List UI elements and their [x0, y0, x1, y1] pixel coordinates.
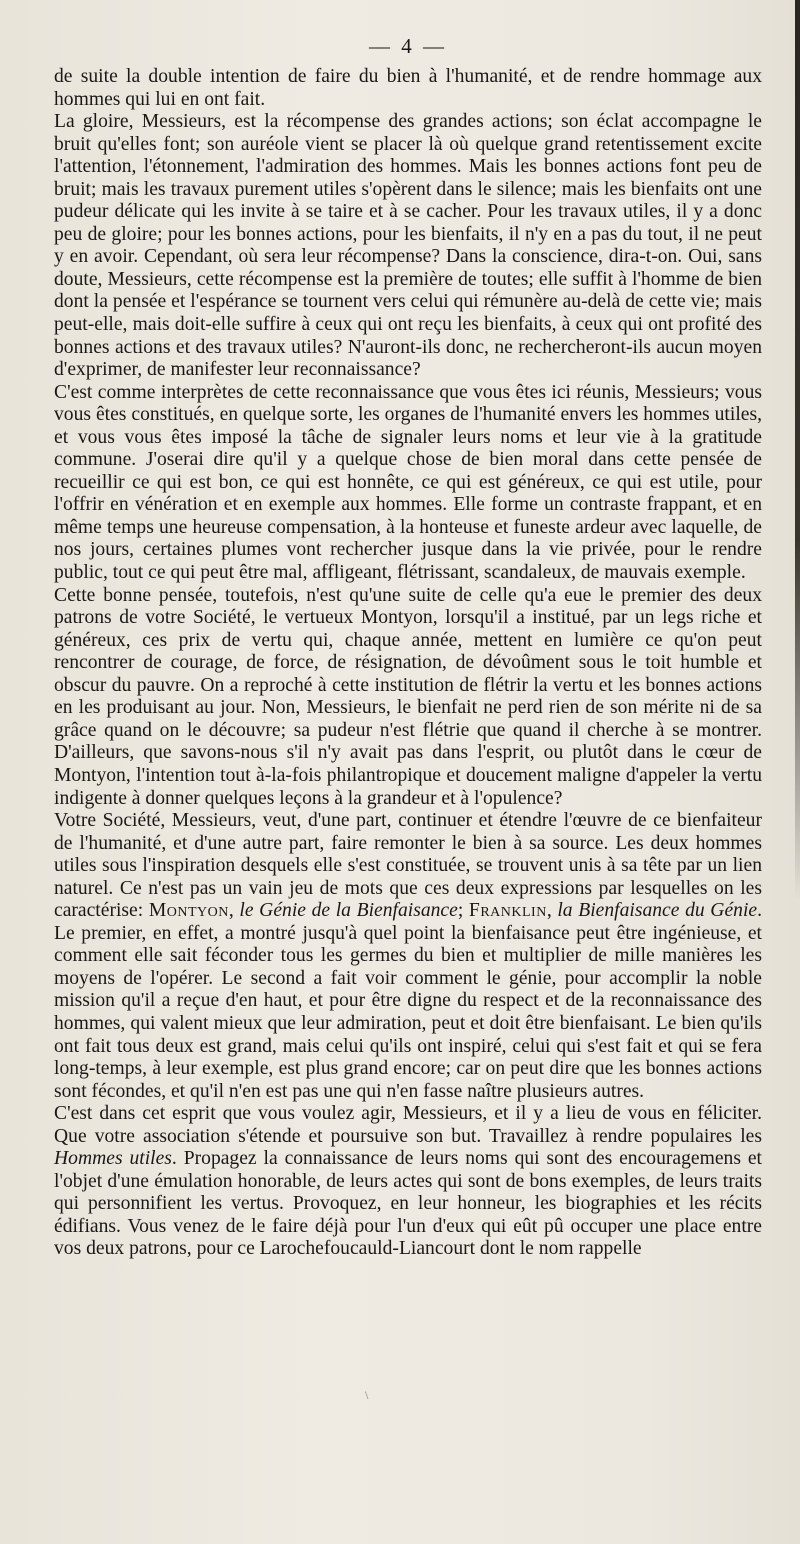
paragraph-6-text-b: . Propagez la connaissance de leurs noms qui sont des encouragemens et l'objet d'une émulation honorable, de leurs actes qui sont de bons exemples, de leurs traits qui personnifient les vertus. Provoquez, en leur honneur, les biographies et les récits édifians. Vous venez de le faire déjà pour l'un d'eux qui eût pû occuper une place entre vos deux patrons, pour ce Larochefoucauld-Liancourt dont le nom rappelle: [54, 1148, 762, 1260]
paragraph-2: [54, 111, 762, 382]
paragraph-1: [54, 66, 762, 111]
paragraph-1-text: de suite la double intention de faire du bien à l'humanité, et de rendre hommage aux hommes qui lui en ont fait.: [54, 66, 762, 110]
paragraph-6-text-a: C'est dans cet esprit que vous voulez agir, Messieurs, et il y a lieu de vous en féliciter. Que votre association s'étende et poursuive son but. Travaillez à rendre populaires les: [54, 1103, 762, 1147]
paragraph-4-text: Cette bonne pensée, toutefois, n'est qu'une suite de celle qu'a eue le premier des deux patrons de votre Société, le vertueux Montyon, lorsqu'il a institué, par un legs riche et généreux, ces prix de vertu qui, chaque année, mettent en lumière ce qu'on peut rencontrer de courage, de force, de résignation, de dévoûment sous le toit humble et obscur du pauvre. On a reproché à cette institution de flétrir la vertu et les bonnes actions en les produisant au jour. Non, Messieurs, le bienfait ne perd rien de son mérite ni de sa grâce quand on le découvre; sa pudeur n'est flétrie que quand il cherche à se montrer. D'ailleurs, que savons-nous s'il n'y avait pas dans l'esprit, ou plutôt dans le cœur de Montyon, l'intention tout à-la-fois philantropique et doucement maligne d'appeler la vertu indigente à donner quelques leçons à la grandeur et à l'opulence?: [54, 584, 762, 809]
page-number: — 4 —: [369, 34, 447, 58]
separator: ;: [457, 900, 469, 922]
paragraph-6: [54, 1103, 762, 1261]
epithet-genie-bienfaisance: le Génie de la Bienfaisance: [239, 900, 458, 922]
paragraph-5-text-b: . Le premier, en effet, a montré jusqu'à quel point la bienfaisance peut être ingénieuse, et comment elle sait féconder tous les germes du bien et multiplier de mille manières les moyens de l'opérer. Le second a fait voir comment le génie, pour accomplir la noble mission qu'il a reçue d'en haut, et pour être digne du respect et de la reconnaissance des hommes, qui valent mieux que leur admiration, peut et doit être bienfaisant. Le bien qu'ils ont fait tous deux est grand, mais celui qu'ils ont inspiré, celui qui s'est fait et qui se fera long-temps, à leur exemple, est plus grand encore; car on peut dire que les bonnes actions sont fécondes, et qu'il n'en est pas une qui n'en fasse naître plusieurs autres.: [54, 900, 763, 1102]
paragraph-4: [54, 585, 762, 810]
paragraph-2-text: La gloire, Messieurs, est la récompense des grandes actions; son éclat accompagne le bruit qu'elles font; son auréole vient se placer là où quelque grand retentissement excite l'attention, l'étonnement, l'admiration des hommes. Mais les bonnes actions font peu de bruit; mais les travaux purement utiles s'opèrent dans le silence; mais les bienfaits ont une pudeur délicate qui les invite à se taire et à se cacher. Pour les travaux utiles, il y a donc peu de gloire; pour les bonnes actions, pour les bienfaits, il n'y en a pas du tout, il ne peut y en avoir. Cependant, où sera leur récompense? Dans la conscience, dira-t-on. Oui, sans doute, Messieurs, cette récompense est la première de toutes; elle suffit à l'homme de bien dont la pensée et l'espérance se tournent vers celui qui rémunère au-delà de cette vie; mais peut-elle, mais doit-elle suffire à ceux qui ont reçu les bienfaits, à ceux qui ont profité des bonnes actions et des travaux utiles? N'auront-ils donc, ne rechercheront-ils aucun moyen d'exprimer, de manifester leur reconnaissance?: [54, 111, 762, 381]
paragraph-5: [54, 810, 762, 1103]
name-montyon: Montyon: [148, 900, 229, 922]
italic-hommes-utiles: Hommes utiles: [54, 1148, 172, 1170]
paragraph-3: [54, 382, 762, 585]
page-edge-shadow: [795, 0, 800, 900]
separator: ,: [228, 900, 240, 922]
paragraph-3-text: C'est comme interprètes de cette reconnaissance que vous êtes ici réunis, Messieurs; vous vous êtes constitués, en quelque sorte, les organes de l'humanité envers les hommes utiles, et vous vous êtes imposé la tâche de signaler leurs noms et leur vie à la gratitude commune. J'oserai dire qu'il y a quelque chose de bien moral dans cette pensée de recueillir ce qui est bon, ce qui est honnête, ce qui est généreux, ce qui est utile, pour l'offrir en vénération et en exemple aux hommes. Elle forme un contraste frappant, et en même temps une heureuse compensation, à la honteuse et funeste ardeur avec laquelle, de nos jours, certaines plumes vont rechercher jusque dans la vie privée, pour le rendre public, tout ce qui peut être mal, affligeant, flétrissant, scandaleux, de mauvais exemple.: [54, 381, 762, 584]
name-franklin: Franklin: [468, 900, 547, 922]
stray-mark: \: [365, 1388, 369, 1402]
separator: ,: [546, 900, 558, 922]
paragraph-5-text-a: Votre Société, Messieurs, veut, d'une part, continuer et étendre l'œuvre de ce bienfaiteur de l'humanité, et d'une autre part, faire remonter le bien à sa source. Les deux hommes utiles sous l'inspiration desquels elle s'est constituée, se trouvent unis à sa tête par un lien naturel. Ce n'est pas un vain jeu de mots que ces deux expressions par lesquelles on les caractérise:: [54, 810, 762, 922]
epithet-bienfaisance-genie: la Bienfaisance du Génie: [557, 900, 758, 922]
